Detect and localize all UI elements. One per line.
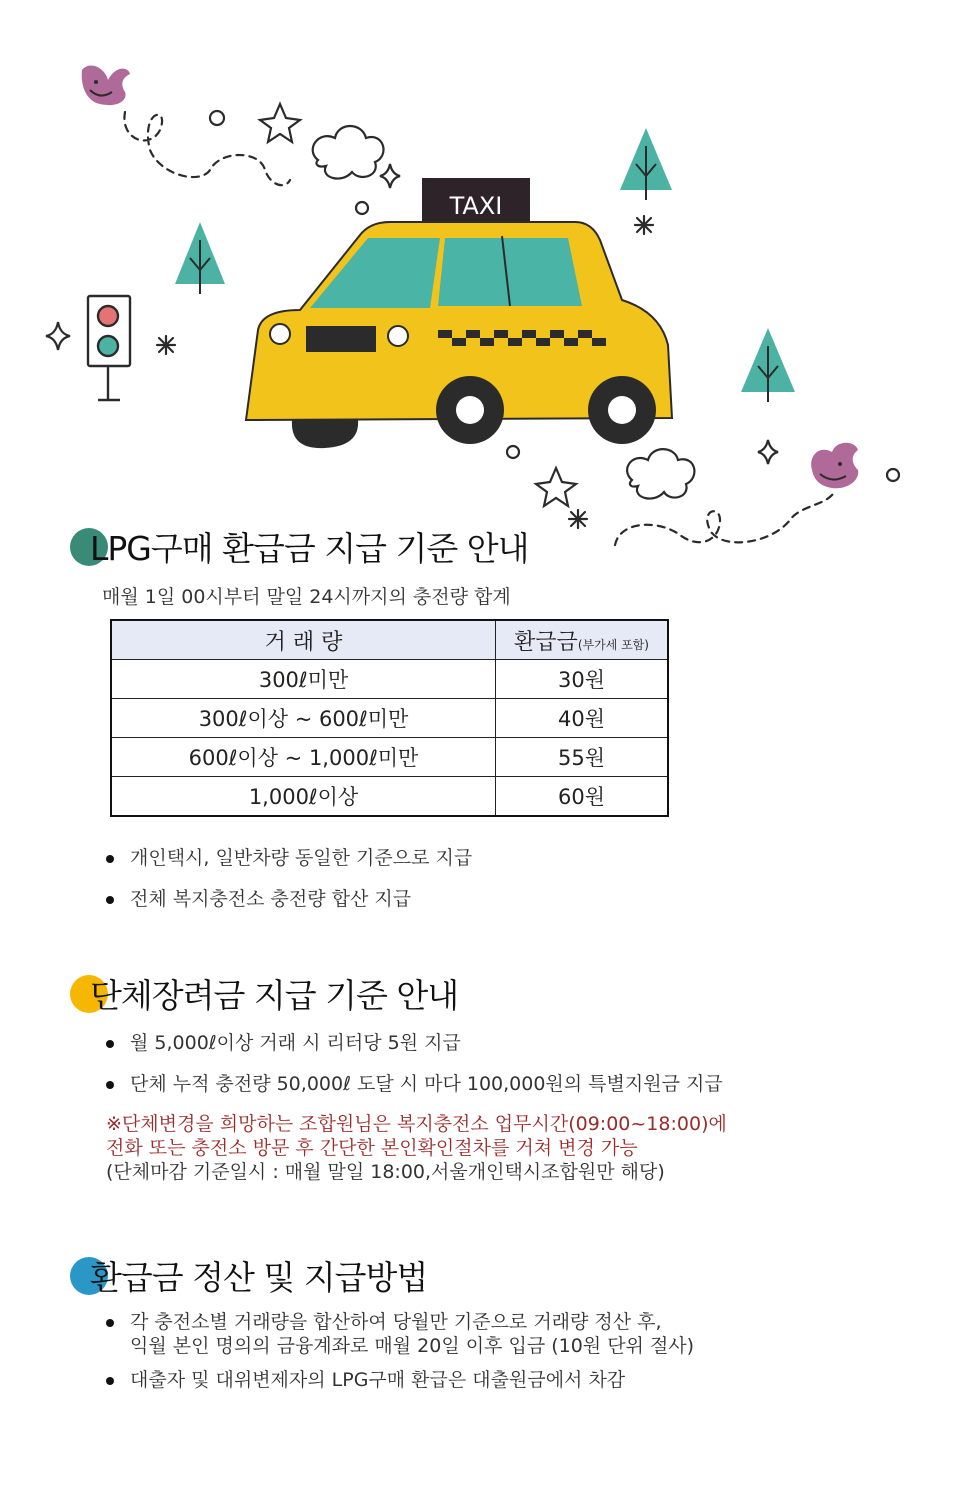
table-row — [111, 660, 668, 699]
taxi-illustration — [0, 0, 960, 560]
table-row — [111, 777, 668, 817]
refund-rate-table — [110, 619, 669, 817]
volume-cell: 300ℓ미만 — [111, 660, 496, 699]
notice-line: ※단체변경을 희망하는 조합원님은 복지충전소 업무시간(09:00~18:00)에 — [106, 1113, 727, 1135]
section1-bullet-list — [100, 846, 472, 911]
volume-cell: 1,000ℓ이상 — [111, 777, 496, 817]
header-refund — [496, 620, 669, 660]
refund-cell: 40원 — [496, 699, 669, 738]
header-refund-label: 환급금 — [514, 629, 578, 655]
vat-note: (부가세 포함) — [577, 637, 649, 652]
list-item-line: 대출자 및 대위변제자의 LPG구매 환급은 대출원금에서 차감 — [130, 1369, 626, 1391]
volume-cell: 600ℓ이상 ~ 1,000ℓ미만 — [111, 738, 496, 777]
section-title-text: 환급금 정산 및 지급방법 — [90, 1258, 428, 1297]
list-item — [100, 1310, 694, 1358]
group-change-notice — [106, 1112, 727, 1184]
bird-icon — [811, 443, 858, 489]
refund-cell: 60원 — [496, 777, 669, 817]
section-title-text: 단체장려금 지급 기준 안내 — [90, 976, 459, 1015]
refund-cell: 30원 — [496, 660, 669, 699]
list-item: 개인택시, 일반차량 동일한 기준으로 지급 — [100, 846, 472, 870]
list-item-line: 익월 본인 명의의 금융계좌로 매월 20일 이후 입금 (10원 단위 절사) — [130, 1335, 695, 1357]
section-title-text: LPG구매 환급금 지급 기준 안내 — [90, 529, 529, 568]
section2-bullet-list — [100, 1031, 723, 1096]
section3-bullet-list — [100, 1310, 694, 1392]
list-item: 단체 누적 충전량 50,000ℓ 도달 시 마다 100,000원의 특별지원금 지급 — [100, 1072, 723, 1096]
table-header-row — [111, 620, 668, 660]
notice-line: (단체마감 기준일시 : 매월 말일 18:00,서울개인택시조합원만 해당) — [106, 1161, 665, 1183]
section-title-settlement — [70, 1252, 427, 1299]
refund-cell: 55원 — [496, 738, 669, 777]
bird-icon — [82, 65, 130, 105]
taxi-sign-text: TAXI — [449, 192, 503, 220]
period-subtitle: 매월 1일 00시부터 말일 24시까지의 충전량 합계 — [102, 586, 511, 608]
volume-cell: 300ℓ이상 ~ 600ℓ미만 — [111, 699, 496, 738]
table-row — [111, 699, 668, 738]
table-row — [111, 738, 668, 777]
header-volume: 거 래 량 — [111, 620, 496, 660]
list-item: 전체 복지충전소 충전량 합산 지급 — [100, 887, 472, 911]
notice-line: 전화 또는 충전소 방문 후 간단한 본인확인절차를 거쳐 변경 가능 — [106, 1137, 638, 1159]
list-item — [100, 1368, 694, 1392]
taxi-car-icon — [246, 178, 672, 448]
list-item-line: 각 충전소별 거래량을 합산하여 당월만 기준으로 거래량 정산 후, — [130, 1311, 662, 1333]
list-item: 월 5,000ℓ이상 거래 시 리터당 5원 지급 — [100, 1031, 723, 1055]
section-title-refund-criteria — [70, 523, 528, 570]
traffic-light-icon — [88, 296, 130, 400]
section-title-group-incentive — [70, 970, 458, 1017]
